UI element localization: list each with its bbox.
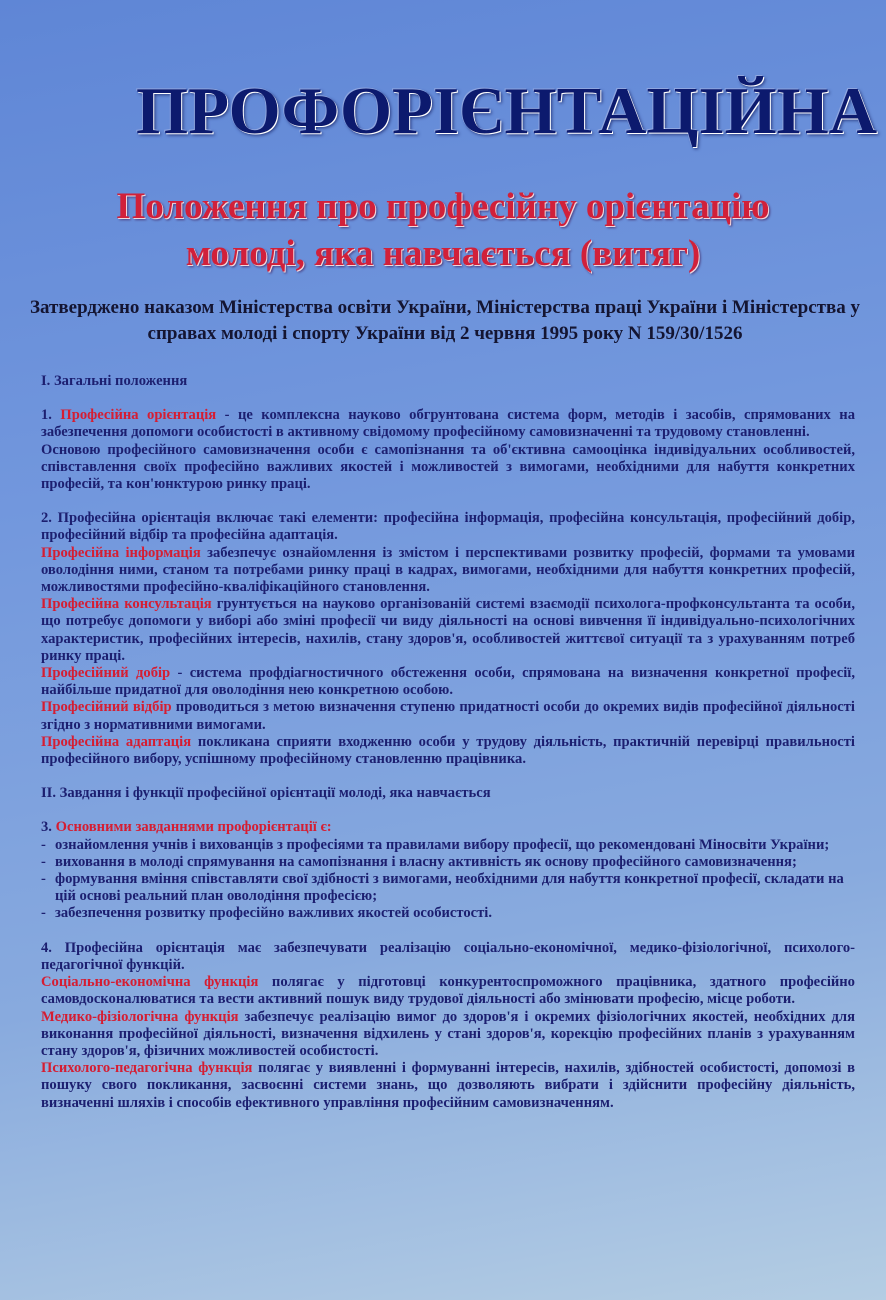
term-definition: - це комплексна науково обгрунтована система форм, методів і засобів, спрямованих на забезпечення допомоги особистості в активному свідомому професійному самовизначенні та трудовому становленні. — [41, 407, 855, 441]
term-psych: Психолого-педагогічна функція — [41, 1060, 253, 1077]
list-item: - формування вміння співставляти свої здібності з вимогами, необхідними для набуття конкретної професії, складати на цій основі реальний план оволодіння професією; — [41, 871, 844, 905]
term-screening: Професійний відбір — [41, 699, 172, 716]
list-item: - забезпечення розвитку професійно важливих якостей особистості. — [41, 905, 493, 922]
document-body — [41, 373, 855, 1112]
list-item: - виховання в молоді спрямування на самопізнання і власну активність як основу професійного самовизначення; — [41, 853, 797, 870]
term-career-guidance: Професійна орієнтація — [60, 407, 217, 424]
term-consult: Професійна консультація — [41, 596, 212, 613]
term-selection-text: - система профдіагностичного обстеження особи, спрямована на визначення конкретної професії, найбільше придатної для оволодіння нею конкретною особою. — [41, 665, 855, 699]
paragraph-consult — [41, 596, 855, 665]
paragraph-screening — [41, 699, 855, 733]
section-1-heading: І. Загальні положення — [41, 373, 188, 389]
term-screening-text: проводиться з метою визначення ступеню придатності особи до окремих видів професійної діяльності згідно з нормативними вимогами. — [41, 699, 855, 733]
paragraph-psych — [41, 1060, 855, 1112]
term-medical: Медико-фізіологічна функція — [41, 1008, 239, 1025]
paragraph-4: 4. Професійна орієнтація має забезпечувати реалізацію соціально-економічної, медико-фізіологічної, психолого-педагогічної функцій. — [41, 939, 855, 973]
term-info-text: забезпечує ознайомлення із змістом і перспективами розвитку професій, формами та умовами оволодіння ними, станом та потребами ринку праці в кадрах, вимогами, необхідними для набуття конкретних професій, можливостями професійно-кваліфікаційного становлення. — [41, 544, 855, 596]
paragraph-info — [41, 545, 855, 597]
term-adapt-text: покликана сприяти входженню особи у трудову діяльність, практичній перевірці правильності професійного вибору, успішному професійному становленню працівника. — [41, 733, 855, 768]
paragraph-selection — [41, 665, 855, 699]
paragraph-adapt — [41, 734, 855, 768]
term-medical-text: забезпечує реалізацію вимог до здоров'я і окремих фізіологічних якостей, необхідних для виконання професійної діяльності, визначення відхилень у стані здоров'я, корекцію професійних планів з урахуванням стану здоров'я, фізичних можливостей особистості. — [41, 1008, 855, 1059]
paragraph-number: 1. — [41, 407, 52, 424]
term-tasks: Основними завданнями профорієнтації є: — [55, 819, 332, 836]
paragraph-3 — [41, 819, 855, 836]
section-2-heading: ІІ. Завдання і функції професійної орієнтації молоді, яка навчається — [41, 785, 491, 802]
paragraph-social — [41, 974, 855, 1008]
approval-note: Затверджено наказом Міністерства освіти України, Міністерства праці України і Міністерства у справах молоді і спорту України від 2 червня 1995 року N 159/30/1526 — [30, 297, 860, 344]
paragraph-1 — [41, 407, 855, 441]
paragraph-1b: Основою професійного самовизначення особи є самопізнання та об'єктивна самооцінка індивідуальних особливостей, співставлення своїх професійно важливих якостей і можливостей з вимогами, необхідними для набуття конкретних професій, та кон'юнктурою ринку праці. — [41, 441, 855, 493]
term-psych-text: полягає у виявленні і формуванні інтересів, нахилів, здібностей особистості, допомозі в пошуку свого покликання, засвоєнні системи знань, що дозволяють вибрати і здійснити професійну діяльність, визначенні шляхів і способів ефективного управління професійним самовизначенням. — [41, 1060, 855, 1111]
paragraph-number: 3. — [41, 819, 52, 836]
term-consult-text: грунтується на науково організованій системі взаємодії психолога-профконсультанта та особи, що потребує допомоги у виборі або зміні професії чи виду діяльності на основі вивчення її індивідуально-психологічних характеристик, професійних інтересів, нахилів, стану здоров'я, особливостей життєвої ситуації та з урахуванням потреб ринку праці. — [41, 596, 855, 664]
term-selection: Професійний добір — [41, 665, 171, 682]
subtitle-line-2: молоді, яка навчається (витяг) — [185, 233, 701, 274]
subtitle-line-1: Положення про професійну орієнтацію — [116, 186, 770, 227]
paragraph-2: 2. Професійна орієнтація включає такі елементи: професійна інформація, професійна консультація, професійний добір, професійний відбір та професійна адаптація. — [41, 510, 855, 544]
paragraph-medical — [41, 1009, 855, 1061]
document-subtitle — [40, 183, 846, 277]
term-info: Професійна інформація — [41, 544, 201, 561]
term-social: Соціально-економічна функція — [41, 974, 259, 991]
term-social-text: полягає у підготовці конкурентоспроможного працівника, здатного професійно самовдосконалюватися та вести активний пошук виду трудової діяльності або змінювати професію, місце роботи. — [41, 974, 855, 1008]
list-item: - ознайомлення учнів і вихованців з професіями та правилами вибору професії, що рекомендовані Міносвіти України; — [41, 836, 830, 853]
term-adapt: Професійна адаптація — [41, 733, 192, 750]
poster-title: ПРОФОРІЄНТАЦІЙНА — [136, 74, 878, 148]
